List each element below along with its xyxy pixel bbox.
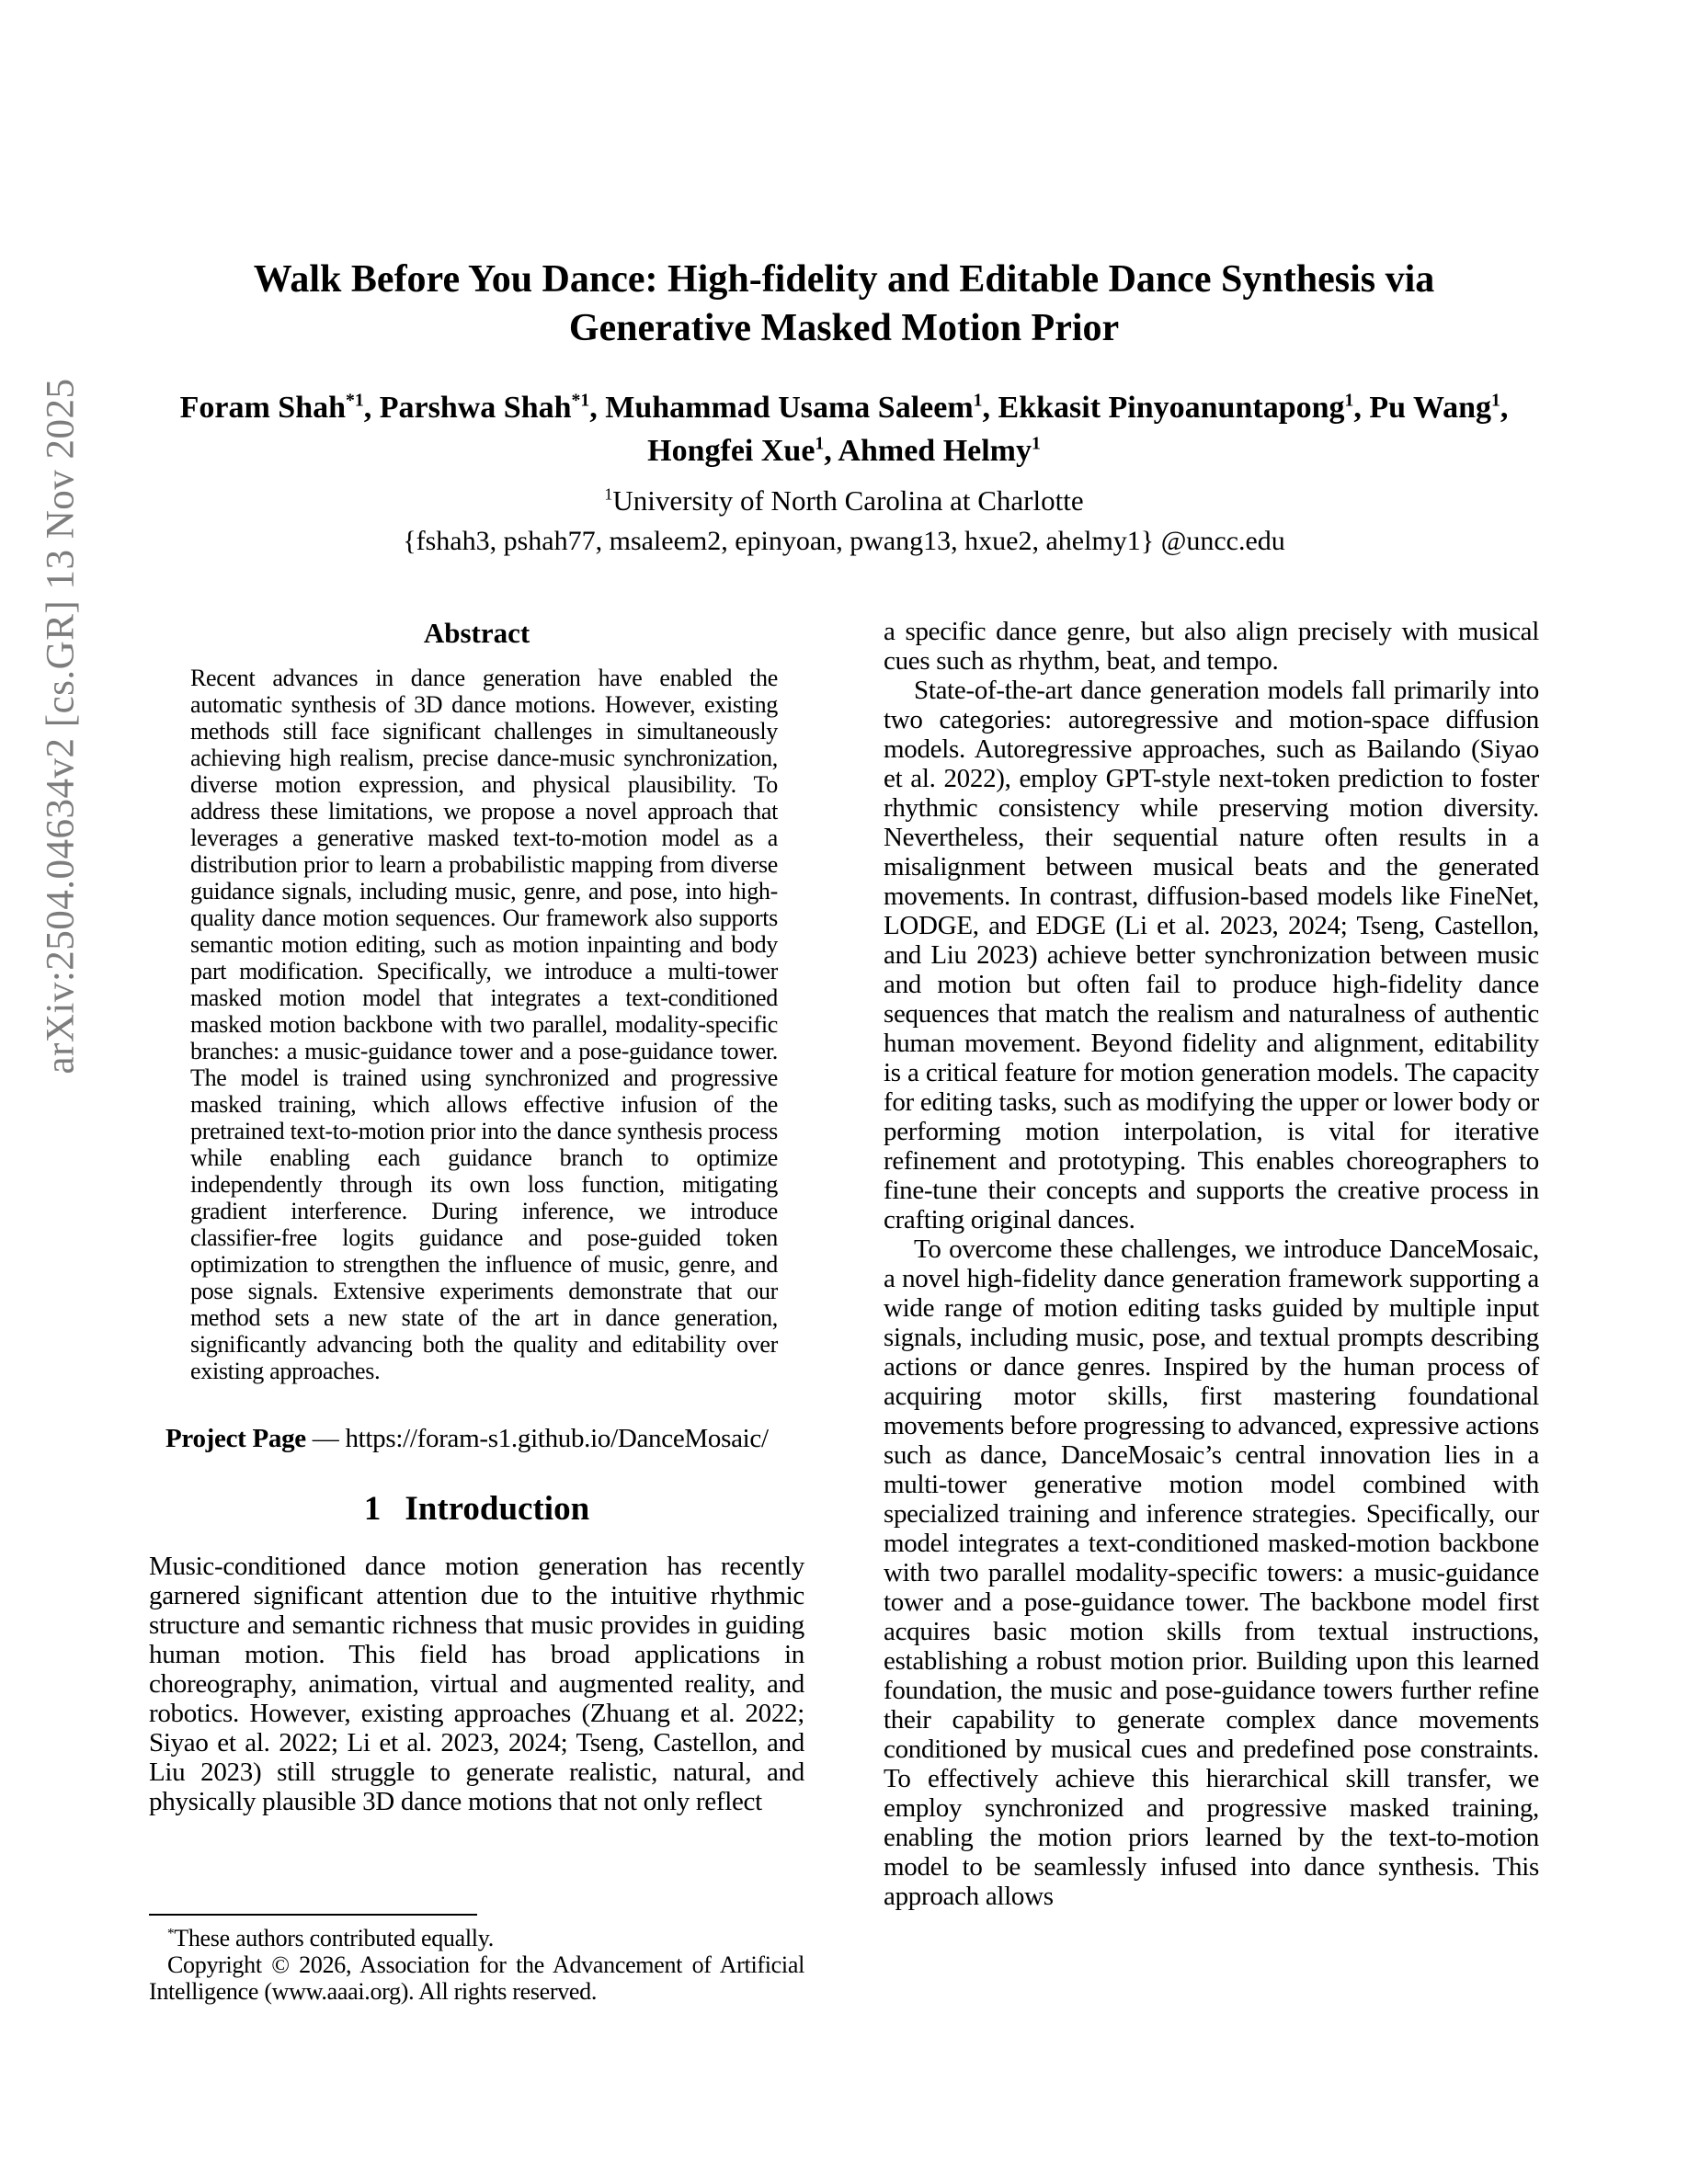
footnote-rule: [149, 1914, 477, 1916]
affiliation-mark: 1: [604, 484, 613, 504]
project-page-url[interactable]: — https://foram-s1.github.io/DanceMosaic/: [305, 1424, 769, 1453]
authors-line: [0, 386, 1688, 472]
right-column: [884, 617, 1539, 2005]
section-heading-introduction: [149, 1489, 804, 1530]
author-5-affil-mark: 1: [815, 433, 825, 454]
project-page-label: Project Page: [165, 1424, 306, 1453]
paper-title: [0, 256, 1688, 353]
author-3: Ekkasit Pinyoanuntapong$^1$,: [998, 390, 1370, 425]
author-0: Foram Shah$^{*1}$,: [179, 390, 380, 425]
author-4-affil-mark: 1: [1491, 390, 1500, 411]
arxiv-watermark: arXiv:2504.04634v2 [cs.GR] 13 Nov 2025: [39, 378, 83, 1075]
intro-paragraph-2: a specific dance genre, but also align precisely with musical cues such as rhythm, beat, and tempo.: [884, 617, 1539, 676]
intro-paragraph-3: State-of-the-art dance generation models fall primarily into two categories: autoregressive and motion-space diffusion models. Autoregressive approaches, such as Bailando (Siyao et al. 2022), employ GPT-style next-token prediction to foster rhythmic consistency while preserving motion diversity. Nevertheless, their sequential nature often results in a misalignment between musical beats and the generated movements. In contrast, diffusion-based models like FineNet, LODGE, and EDGE (Li et al. 2023, 2024; Tseng, Castellon, and Liu 2023) achieve better synchronization between music and motion but often fail to produce high-fidelity dance sequences that match the realism and naturalness of authentic human movement. Beyond fidelity and alignment, editability is a critical feature for motion generation models. The capacity for editing tasks, such as modifying the upper or lower body or performing motion interpolation, is vital for iterative refinement and prototyping. This enables choreographers to fine-tune their concepts and supports the creative process in crafting original dances.: [884, 676, 1539, 1234]
section-title: Introduction: [405, 1490, 590, 1528]
left-column: [149, 617, 804, 2005]
footnote-marker: *: [167, 1926, 175, 1941]
title-line-2: Generative Masked Motion Prior: [568, 307, 1120, 349]
author-6: Ahmed Helmy$^1$: [838, 433, 1041, 468]
two-column-body: [0, 617, 1688, 2005]
intro-paragraph-1: Music-conditioned dance motion generation has recently garnered significant attention due to the intuitive rhythmic structure and semantic richness that music provides in guiding human motion. This field has broad applications in choreography, animation, virtual and augmented reality, and robotics. However, existing approaches (Zhuang et al. 2022; Siyao et al. 2022; Li et al. 2023, 2024; Tseng, Castellon, and Liu 2023) still struggle to generate realistic, natural, and physically plausible 3D dance motions that not only reflect: [149, 1552, 804, 1816]
author-1: Parshwa Shah$^{*1}$,: [379, 390, 606, 425]
author-4: Pu Wang$^1$,: [1369, 390, 1509, 425]
author-6-affil-mark: 1: [1032, 433, 1041, 454]
affiliation-name: University of North Carolina at Charlotte: [612, 484, 1084, 517]
author-3-affil-mark: 1: [1344, 390, 1354, 411]
author-0-affil-mark: *1: [346, 390, 364, 411]
author-2-affil-mark: 1: [973, 390, 983, 411]
intro-paragraph-4: To overcome these challenges, we introduce DanceMosaic, a novel high-fidelity dance generation framework supporting a wide range of motion editing tasks guided by multiple input signals, including music, pose, and textual prompts describing actions or dance genres. Inspired by the human process of acquiring motor skills, first mastering foundational movements before progressing to advanced, expressive actions such as dance, DanceMosaic’s central innovation lies in a multi-tower generative motion model combined with specialized training and inference strategies. Specifically, our model integrates a text-conditioned masked-motion backbone with two parallel modality-specific towers: a music-guidance tower and a pose-guidance tower. The backbone model first acquires basic motion skills from textual instructions, establishing a robust motion prior. Building upon this learned foundation, the music and pose-guidance towers further refine their capability to generate complex dance movements conditioned by musical cues and predefined pose constraints. To effectively achieve this hierarchical skill transfer, we employ synchronized and progressive masked training, enabling the motion priors learned by the text-to-motion model to be seamlessly infused into dance synthesis. This approach allows: [884, 1234, 1539, 1911]
author-5: Hongfei Xue$^1$,: [647, 433, 838, 468]
project-page-line: [149, 1423, 804, 1454]
affiliation-line: [0, 483, 1688, 518]
section-number: 1: [363, 1490, 382, 1528]
author-2: Muhammad Usama Saleem$^1$,: [605, 390, 998, 425]
abstract-text: Recent advances in dance generation have enabled the automatic synthesis of 3D dance motions. However, existing methods still face significant challenges in simultaneously achieving high realism, precise dance-music synchronization, diverse motion expression, and physical plausibility. To address these limitations, we propose a novel approach that leverages a generative masked text-to-motion model as a distribution prior to learn a probabilistic mapping from diverse guidance signals, including music, genre, and pose, into high-quality dance motion sequences. Our framework also supports semantic motion editing, such as motion inpainting and body part modification. Specifically, we introduce a multi-tower masked motion model that integrates a text-conditioned masked motion backbone with two parallel, modality-specific branches: a music-guidance tower and a pose-guidance tower. The model is trained using synchronized and progressive masked training, which allows effective infusion of the pretrained text-to-motion prior into the dance synthesis process while enabling each guidance branch to optimize independently through its own loss function, mitigating gradient interference. During inference, we introduce classifier-free logits guidance and pose-guided token optimization to strengthen the influence of music, genre, and pose signals. Extensive experiments demonstrate that our method sets a new state of the art in dance generation, significantly advancing both the quality and editability over existing approaches.: [190, 665, 778, 1384]
footnote-equal-contribution: *These authors contributed equally.: [167, 1925, 494, 1951]
author-emails: {fshah3, pshah77, msaleem2, epinyoan, pwang13, hxue2, ahelmy1} @uncc.edu: [403, 526, 1285, 556]
footnote-copyright: Copyright © 2026, Association for the Advancement of Artificial Intelligence (www.aaai.org). All rights reserved.: [149, 1951, 804, 2005]
author-1-affil-mark: *1: [571, 390, 590, 411]
title-line-1: Walk Before You Dance: High-fidelity and Editable Dance Synthesis via: [253, 258, 1435, 301]
abstract-heading: Abstract: [423, 617, 530, 649]
paper-header: [0, 0, 1688, 558]
footnote-block: [149, 1906, 804, 2005]
